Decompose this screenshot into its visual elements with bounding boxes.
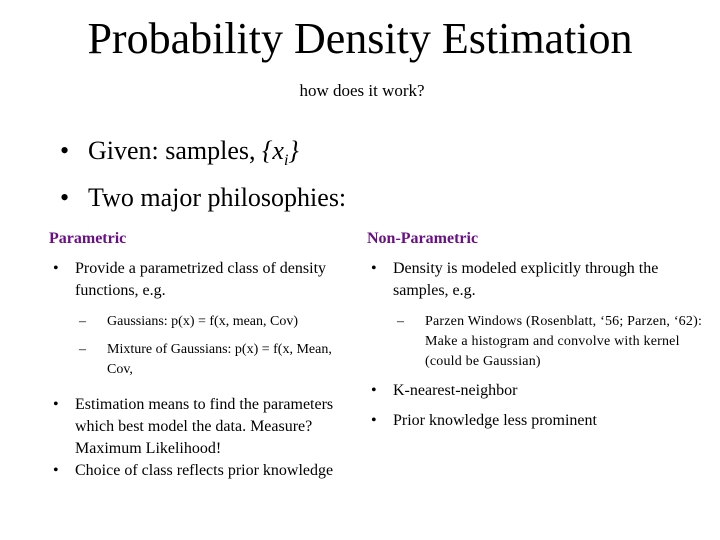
samples-math-close: } [288, 136, 299, 165]
nonparametric-bullet-3 [367, 410, 707, 432]
slide-subtitle [0, 81, 720, 101]
nonparametric-sub-1-text: Parzen Windows (Rosenblatt, ‘56; Parzen, ‘62): Make a histogram and convolve with kernel (could be Gaussian) [425, 314, 703, 369]
bullet-glyph: • [53, 260, 59, 277]
dash-glyph: – [397, 314, 404, 329]
main-bullet-list [60, 132, 346, 216]
bullet-glyph: • [371, 412, 377, 429]
nonparametric-sub-1 [397, 312, 707, 372]
nonparametric-heading: Non-Parametric [367, 230, 479, 247]
samples-math [262, 136, 299, 170]
bullet-glyph: • [53, 462, 59, 479]
bullet-glyph: • [53, 396, 59, 413]
bullet-glyph: • [371, 382, 377, 399]
nonparametric-bullet-1 [367, 258, 707, 302]
parametric-column [49, 228, 361, 482]
nonparametric-bullet-1-text: Density is modeled explicitly through the samples, e.g. [393, 260, 659, 299]
slide-title: Probability Density Estimation [87, 14, 633, 63]
bullet-glyph: • [60, 136, 70, 165]
parametric-sub-2-text: Mixture of Gaussians: p(x) = f(x, Mean, Cov, [107, 342, 332, 377]
philosophies-text: Two major philosophies: [88, 183, 347, 213]
parametric-sub-1 [79, 312, 361, 332]
nonparametric-bullet-2-text: K-nearest-neighbor [393, 382, 518, 399]
subtitle-text: how does it work? [299, 81, 425, 100]
parametric-sub-1-text: Gaussians: p(x) = f(x, mean, Cov) [107, 314, 299, 329]
given-text [88, 132, 299, 179]
parametric-bullet-1 [49, 258, 361, 302]
dash-glyph: – [79, 342, 86, 357]
samples-math-index: i [283, 152, 289, 170]
nonparametric-column [367, 228, 707, 432]
parametric-bullet-2 [49, 394, 361, 460]
bullet-glyph: • [371, 260, 377, 277]
given-label: Given: samples, [88, 136, 263, 165]
nonparametric-bullet-2 [367, 380, 707, 402]
main-bullet-philosophies [60, 179, 346, 216]
bullet-glyph: • [60, 183, 70, 213]
parametric-heading: Parametric [49, 230, 127, 247]
samples-math-open: {x [262, 136, 284, 165]
parametric-bullet-3 [49, 460, 361, 482]
parametric-bullet-1-text: Provide a parametrized class of density functions, e.g. [75, 260, 327, 299]
parametric-bullet-3-text: Choice of class reflects prior knowledge [75, 462, 334, 479]
parametric-bullet-2-text: Estimation means to find the parameters which best model the data. Measure? Maximum Likelihood! [75, 396, 334, 457]
nonparametric-bullet-3-text: Prior knowledge less prominent [393, 412, 597, 429]
dash-glyph: – [79, 314, 86, 329]
parametric-sub-2 [79, 340, 361, 380]
main-bullet-given [60, 132, 346, 179]
